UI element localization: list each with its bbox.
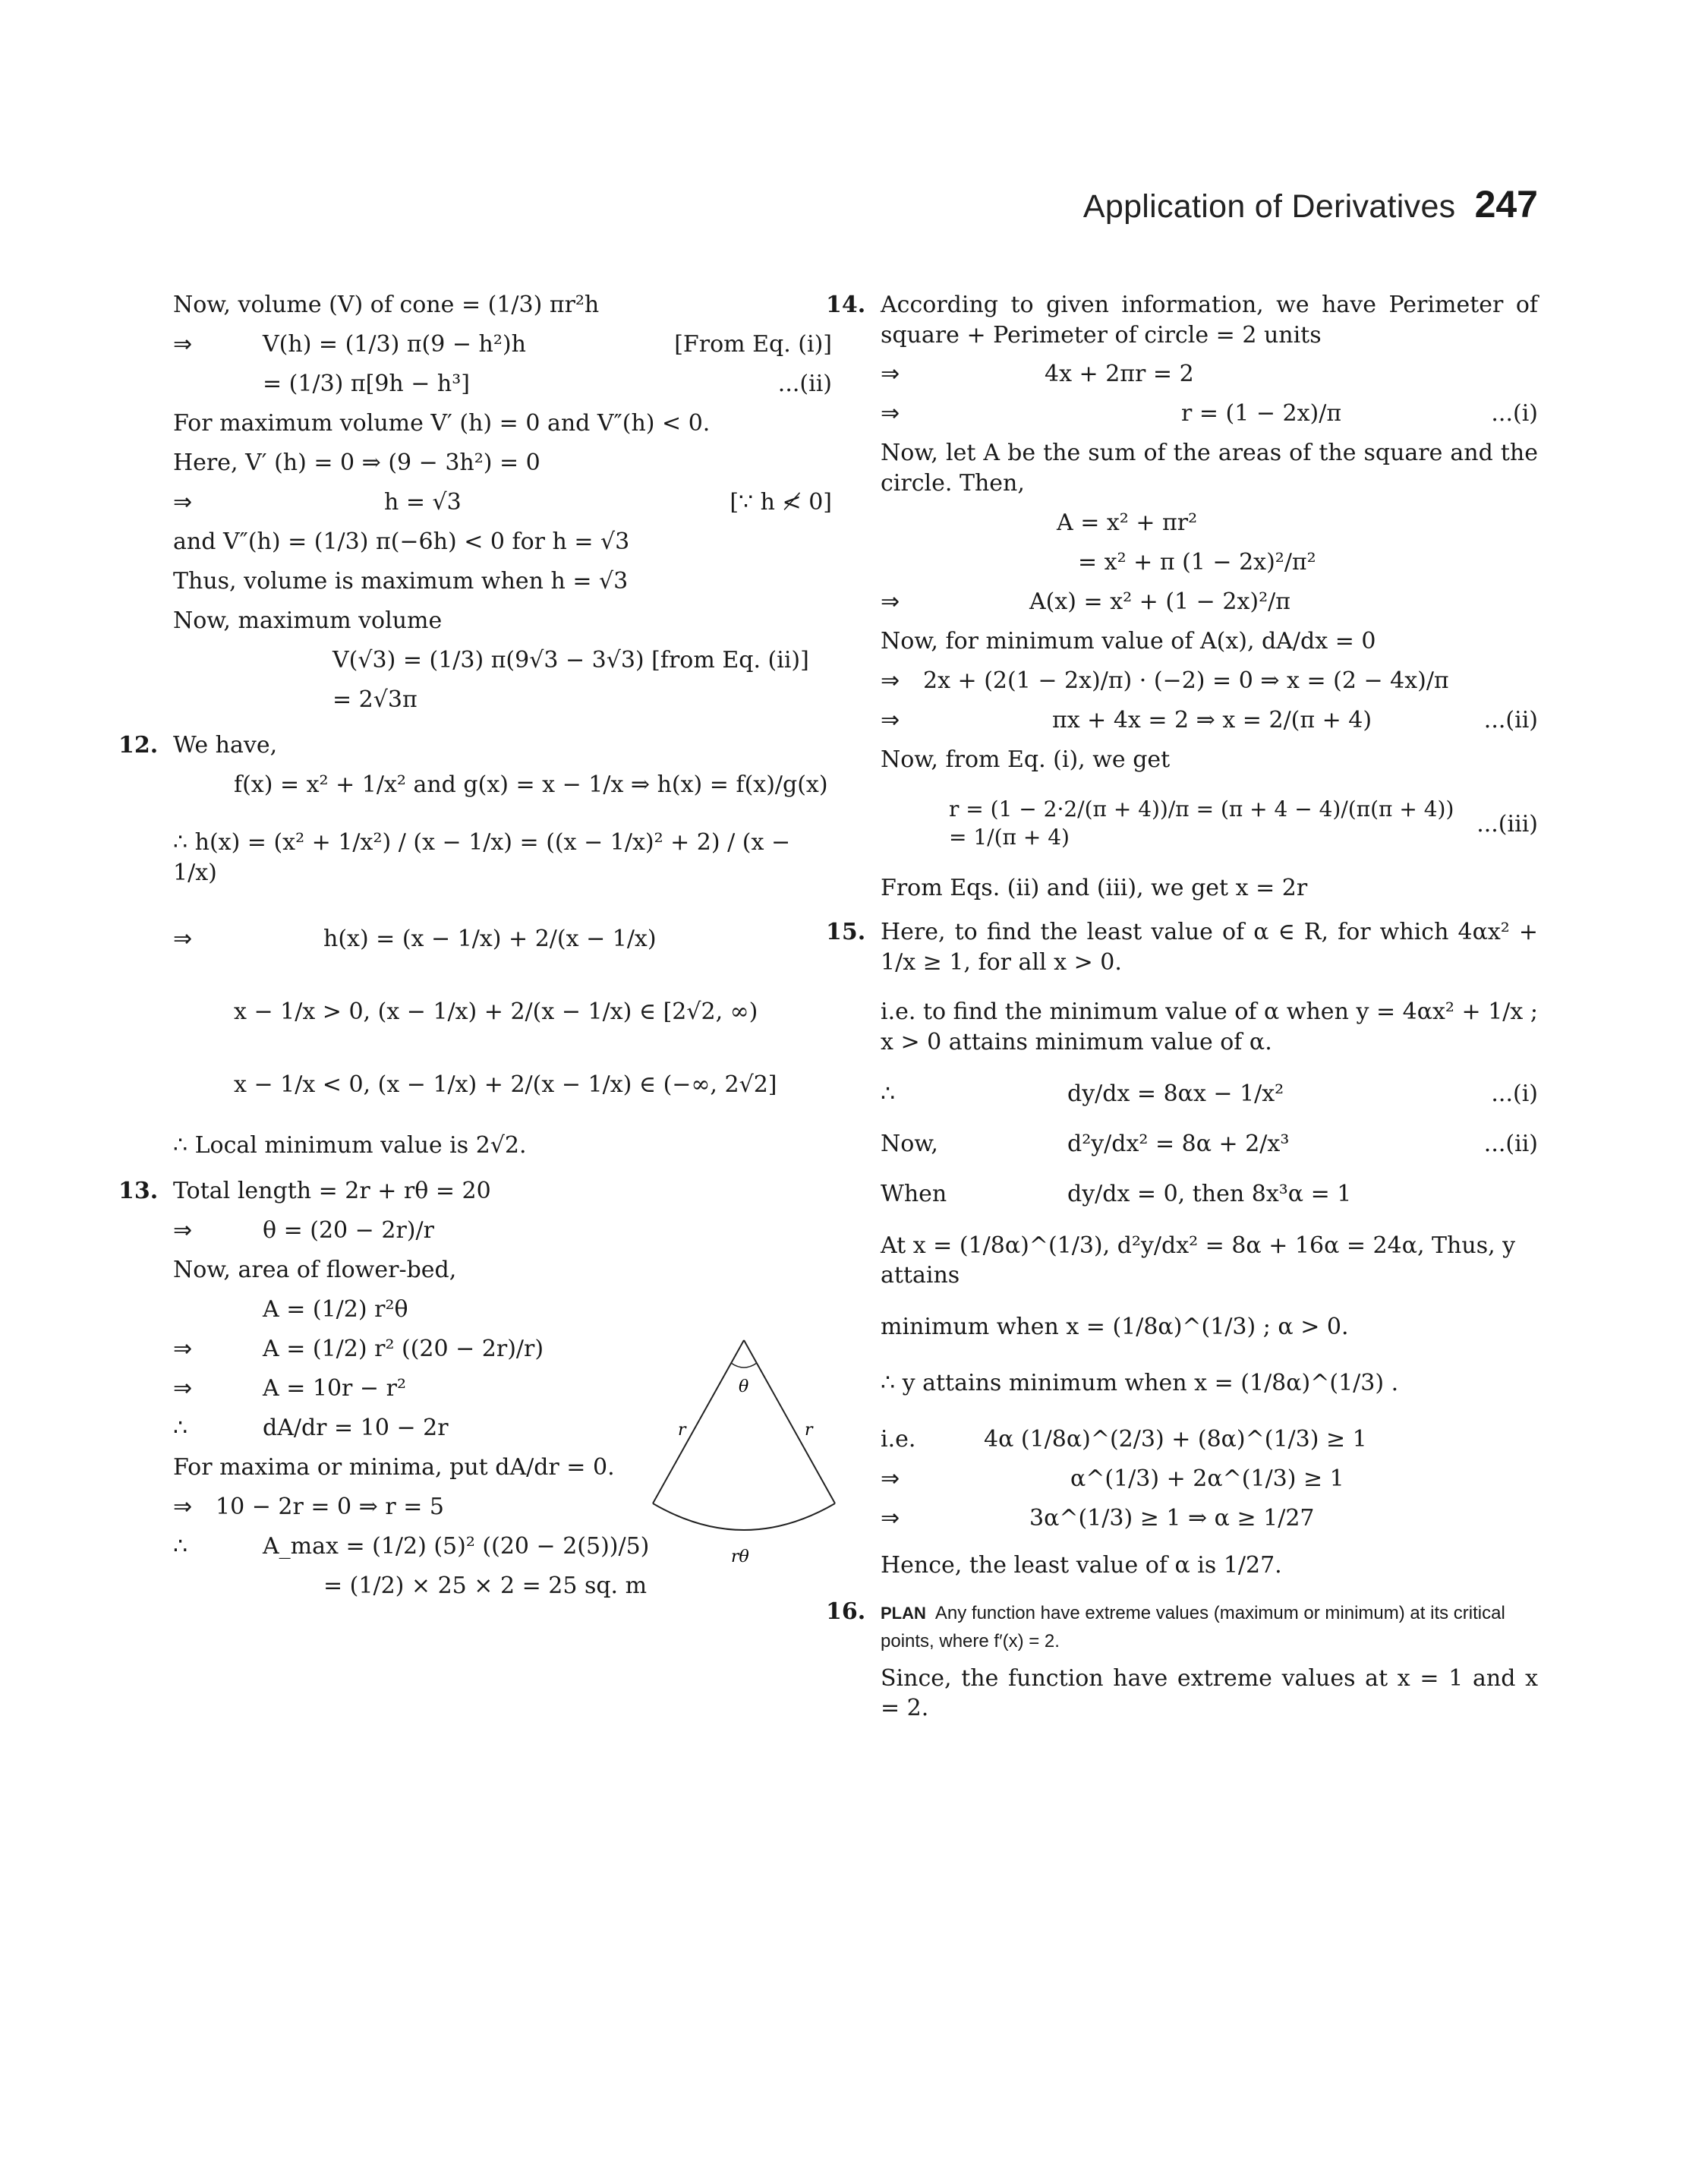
text: Now, let A be the sum of the areas of the square and the circle. Then, [881,440,1538,497]
text: = (1/2) × 25 × 2 = 25 sq. m [323,1573,648,1600]
right-column [826,281,1538,1733]
text: 4α (1/8α)^(2/3) + (8α)^(1/3) ≥ 1 [984,1426,1367,1453]
text: For maximum volume V′ (h) = 0 and V″(h) < 0. [173,410,711,437]
text: = 2√3π [332,686,418,714]
text: d²y/dx² = 8α + 2/x³ [1067,1130,1290,1157]
line [173,527,832,557]
text: dy/dx = 0, then 8x³α = 1 [1067,1180,1352,1207]
equation-ref: ...(i) [1491,1080,1538,1107]
line [881,1231,1538,1291]
text: and V″(h) = (1/3) π(−6h) < 0 for h = √3 [173,528,630,556]
text: Thus, volume is maximum when h = √3 [173,568,629,595]
implies-symbol: ⇒ [881,1505,900,1532]
question-12-heading [118,730,832,761]
text: We have, [173,732,278,759]
therefore-symbol: ∴ [173,1415,188,1442]
line [173,409,832,439]
text: h = √3 [384,489,462,516]
text: Now, from Eq. (i), we get [881,746,1171,773]
line [173,487,832,518]
line [173,685,832,715]
line [173,1216,832,1246]
text: A = 10r − r² [263,1375,406,1402]
text: Here, to find the least value of α ∈ R, for which 4αx² + 1/x ≥ 1, for all x > 0. [881,919,1538,976]
line [881,796,1538,852]
text: Hence, the least value of α is 1/27. [881,1552,1282,1579]
text: i.e. to find the minimum value of α when y = 4αx² + 1/x ; x > 0 attains minimum value of α. [881,998,1538,1056]
text: ∴ h(x) = (x² + 1/x²) / (x − 1/x) = ((x − 1/x)² + 2) / (x − 1/x) [173,829,791,886]
text: When [881,1180,947,1207]
equation-ref: ...(iii) [1476,810,1538,838]
text: A = (1/2) r²θ [263,1296,408,1323]
implies-symbol: ⇒ [173,489,193,516]
line [881,1550,1538,1581]
line [173,369,832,399]
page-number: 247 [1474,183,1538,226]
implies-symbol: ⇒ [173,331,193,358]
line [173,1255,832,1286]
text: r = (1 − 2·2/(π + 4))/π = (π + 4 − 4)/(π(π + 4)) = 1/(π + 4) [949,797,1454,850]
sector-diagram [641,1333,846,1568]
line [881,399,1538,429]
line [881,1079,1538,1109]
implies-symbol: ⇒ [881,400,900,427]
implies-symbol: ⇒ [173,926,193,953]
line [173,997,832,1027]
text: Since, the function have extreme values at x = 1 and x = 2. [881,1664,1538,1722]
text: According to given information, we have Perimeter of square + Perimeter of circle = 2 units [881,292,1538,349]
question-number: 12. [118,732,159,759]
plan-text: Any function have extreme values (maximum or minimum) at its critical points, where f′(x) = 2. [881,1602,1505,1652]
therefore-symbol: ∴ [881,1080,896,1107]
equation-ref: [From Eq. (i)] [674,331,832,358]
line [173,924,832,954]
line [173,566,832,597]
line [173,1131,832,1161]
text: Total length = 2r + rθ = 20 [173,1178,491,1205]
question-number: 16. [826,1598,866,1625]
question-number: 13. [118,1178,159,1205]
text: = x² + π (1 − 2x)²/π² [1078,548,1316,576]
text: h(x) = (x − 1/x) + 2/(x − 1/x) [323,926,657,953]
question-14-heading [826,290,1538,350]
text: Now, for minimum value of A(x), dA/dx = 0 [881,627,1376,655]
text: x − 1/x > 0, (x − 1/x) + 2/(x − 1/x) ∈ [2√2, ∞) [234,998,758,1026]
line [881,626,1538,656]
text: f(x) = x² + 1/x² and g(x) = x − 1/x ⇒ h(x) = f(x)/g(x) [234,771,828,799]
equation-ref: [∵ h ≮ 0] [730,489,832,516]
text: A = (1/2) r² ((20 − 2r)/r) [263,1336,544,1363]
question-number: 15. [826,919,866,946]
radius-label-left: r [678,1421,686,1440]
chapter-title: Application of Derivatives [1082,188,1456,225]
line [881,873,1538,904]
line [173,1295,832,1325]
line [881,438,1538,498]
text: 2x + (2(1 − 2x)/π) · (−2) = 0 ⇒ x = (2 − 4x)/π [923,667,1449,694]
implies-symbol: ⇒ [881,361,900,388]
text: πx + 4x = 2 ⇒ x = 2/(π + 4) [1052,706,1372,733]
question-16-heading [826,1598,1538,1655]
question-13-heading [118,1176,832,1207]
text: minimum when x = (1/8α)^(1/3) ; α > 0. [881,1314,1349,1341]
text: ∴ Local minimum value is 2√2. [173,1132,527,1159]
text: 10 − 2r = 0 ⇒ r = 5 [216,1494,444,1521]
text: Now, area of flower-bed, [173,1257,457,1284]
line [881,1312,1538,1342]
line [173,1070,832,1100]
line [881,1368,1538,1399]
implies-symbol: ⇒ [173,1336,193,1363]
arc-label: rθ [731,1547,749,1566]
text: r = (1 − 2x)/π [1181,400,1342,427]
line [173,448,832,478]
line [881,1503,1538,1534]
line [881,547,1538,577]
text: x − 1/x < 0, (x − 1/x) + 2/(x − 1/x) ∈ (−∞, 2√2] [234,1071,777,1099]
text: α^(1/3) + 2α^(1/3) ≥ 1 [1070,1465,1344,1493]
line [173,1571,832,1601]
line [881,1664,1538,1724]
line [173,770,832,800]
line [173,828,832,888]
radius-label-right: r [805,1421,813,1440]
line [881,744,1538,774]
implies-symbol: ⇒ [173,1375,193,1402]
line [881,359,1538,390]
text: From Eqs. (ii) and (iii), we get x = 2r [881,875,1308,902]
plan-label: PLAN [881,1603,926,1623]
line [881,1464,1538,1494]
line [173,606,832,636]
question-15-heading [826,917,1538,977]
line [881,586,1538,617]
text: V(√3) = (1/3) π(9√3 − 3√3) [from Eq. (ii)] [332,647,809,674]
text: 4x + 2πr = 2 [1045,361,1194,388]
implies-symbol: ⇒ [881,667,900,694]
text: dA/dr = 10 − 2r [263,1415,449,1442]
text: For maxima or minima, put dA/dr = 0. [173,1454,615,1481]
line [881,1129,1538,1159]
text: = (1/3) π[9h − h³] [263,371,470,398]
text: ∴ y attains minimum when x = (1/8α)^(1/3) . [881,1370,1399,1397]
text: A_max = (1/2) (5)² ((20 − 2(5))/5) [263,1533,650,1560]
implies-symbol: ⇒ [173,1494,193,1521]
text: A = x² + πr² [1057,509,1198,536]
text: θ = (20 − 2r)/r [263,1217,434,1244]
line [881,1179,1538,1210]
therefore-symbol: ∴ [173,1533,188,1560]
text: Here, V′ (h) = 0 ⇒ (9 − 3h²) = 0 [173,450,540,477]
text: 3α^(1/3) ≥ 1 ⇒ α ≥ 1/27 [1029,1505,1315,1532]
line [881,507,1538,538]
line [881,997,1538,1057]
text: i.e. [881,1426,916,1453]
line [881,705,1538,735]
equation-ref: ...(ii) [1483,706,1538,733]
implies-symbol: ⇒ [881,706,900,733]
theta-label: θ [739,1377,749,1396]
equation-ref: ...(ii) [1483,1130,1538,1157]
equation-ref: ...(ii) [777,371,832,398]
implies-symbol: ⇒ [881,588,900,615]
equation-ref: ...(i) [1491,400,1538,427]
text: V(h) = (1/3) π(9 − h²)h [263,331,526,358]
line [173,290,832,320]
text: dy/dx = 8αx − 1/x² [1067,1080,1284,1107]
page-header [0,182,1538,226]
question-number: 14. [826,292,866,318]
text: Now, maximum volume [173,607,443,635]
line [881,665,1538,696]
text: A(x) = x² + (1 − 2x)²/π [1029,588,1290,615]
text: Now, volume (V) of cone = (1/3) πr²h [173,292,600,319]
text: Now, [881,1130,938,1157]
implies-symbol: ⇒ [173,1217,193,1244]
implies-symbol: ⇒ [881,1465,900,1493]
line [173,330,832,360]
line [173,645,832,676]
line [881,1424,1538,1455]
text: At x = (1/8α)^(1/3), d²y/dx² = 8α + 16α = 24α, Thus, y attains [881,1232,1516,1289]
